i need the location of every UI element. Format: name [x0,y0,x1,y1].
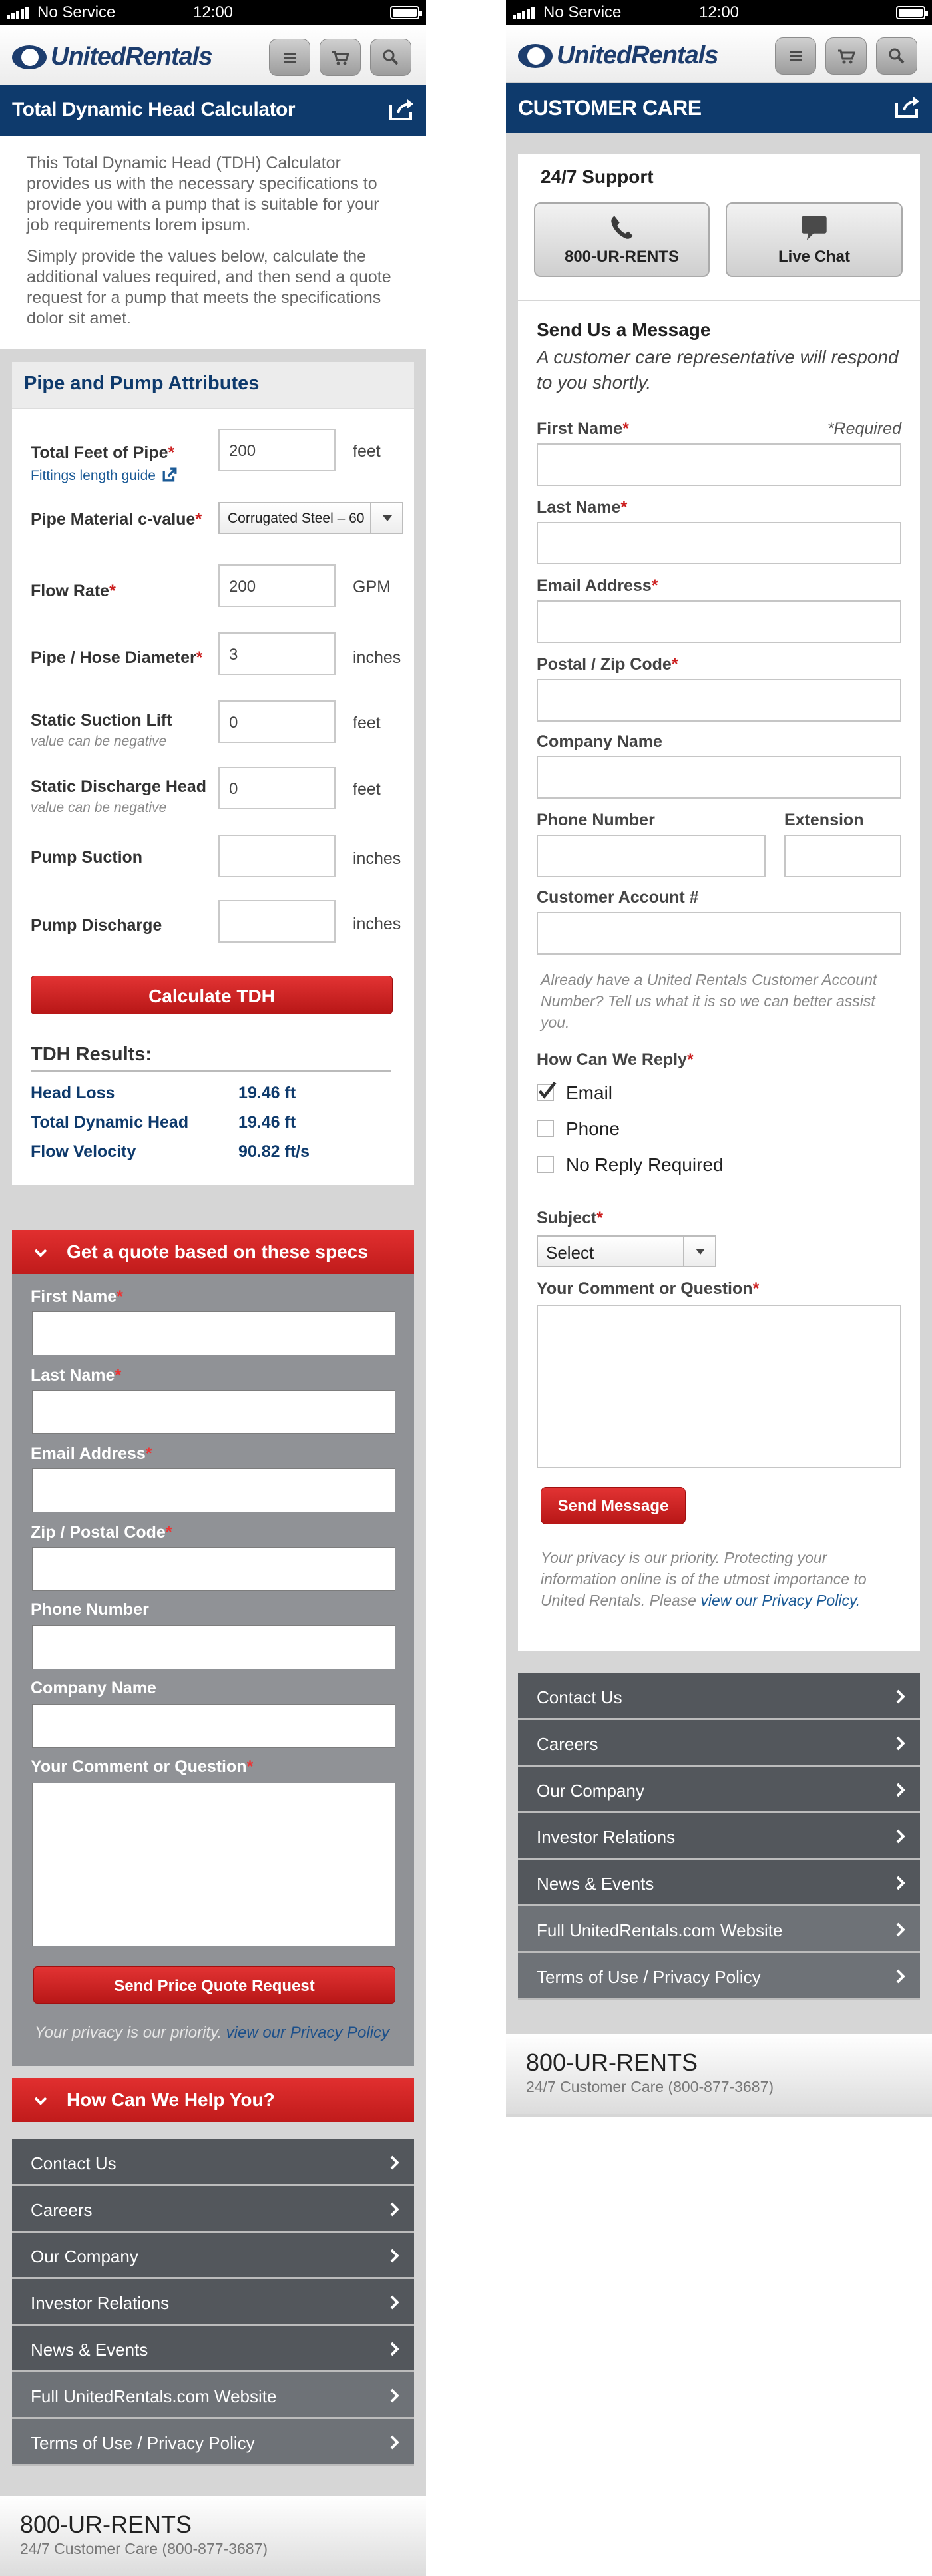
reply-email-label: Email [566,1082,613,1103]
message-privacy-note: Your privacy is our priority. Protecting your information online is of the utmost importance to United Rentals. Please view our Privacy Policy. [541,1549,867,1609]
carrier-label: No Service [37,3,116,21]
menu-icon [280,47,300,67]
discharge-head-input[interactable]: 0 [218,767,336,809]
chevron-down-icon [33,1245,48,1260]
phone-input[interactable] [537,835,766,877]
head-loss-label: Head Loss [31,1084,115,1102]
chevron-right-icon [896,1829,905,1844]
account-note: Already have a United Rentals Customer Account Number? Tell us what it is so we can better assist you. [541,971,877,1031]
pump-discharge-unit: inches [353,915,401,933]
send-price-quote-button[interactable]: Send Price Quote Request [33,1966,395,2004]
last-name-label: Last Name* [537,498,628,517]
suction-lift-note: value can be negative [31,734,167,749]
quote-company-input[interactable] [32,1704,395,1748]
email-input[interactable] [537,600,901,643]
reply-phone-label: Phone [566,1118,620,1139]
logo-wordmark: UnitedRentals [51,43,212,71]
chevron-right-icon [896,1783,905,1797]
app-header [506,25,932,83]
calculator-intro [0,136,426,349]
results-divider [31,1070,391,1072]
postal-input[interactable] [537,679,901,722]
chevron-right-icon [896,1876,905,1890]
nav-news-events[interactable]: News & Events [12,2326,414,2372]
quote-first-name-label: First Name* [31,1287,123,1306]
pump-suction-label: Pump Suction [31,848,143,867]
account-input[interactable] [537,912,901,955]
suction-lift-input[interactable]: 0 [218,700,336,743]
quote-last-name-label: Last Name* [31,1366,122,1385]
customer-care-screen [506,0,932,2117]
subject-label: Subject* [537,1209,604,1227]
nav-our-company[interactable]: Our Company [12,2233,414,2279]
flow-velocity-label: Flow Velocity [31,1142,136,1161]
search-icon [381,47,401,67]
nav-terms-privacy[interactable]: Terms of Use / Privacy Policy [12,2419,414,2466]
cart-button[interactable] [320,39,361,76]
message-privacy-link[interactable]: view our Privacy Policy. [700,1592,861,1609]
message-heading: Send Us a Message [537,320,711,340]
help-accordion-title: How Can We Help You? [67,2089,275,2110]
chevron-right-icon [390,2155,399,2170]
tdh-calculator-screen [0,0,426,2576]
nav-contact-us[interactable]: Contact Us [518,1673,920,1720]
share-icon[interactable] [389,97,415,121]
carrier-label: No Service [543,3,622,21]
last-name-input[interactable] [537,522,901,564]
chevron-right-icon [896,1736,905,1751]
total-dynamic-head-label: Total Dynamic Head [31,1113,189,1132]
quote-accordion-title: Get a quote based on these specs [67,1241,368,1262]
chevron-right-icon [390,2249,399,2263]
total-feet-label: Total Feet of Pipe* [31,443,175,462]
message-subheading: A customer care representative will respond to you shortly. [537,347,899,393]
live-chat-button[interactable] [726,202,903,277]
logo-wordmark: UnitedRentals [557,41,718,69]
nav-our-company[interactable]: Our Company [518,1767,920,1813]
menu-button[interactable] [775,37,816,75]
company-input[interactable] [537,756,901,799]
call-button-label: 800-UR-RENTS [564,248,680,266]
attributes-heading: Pipe and Pump Attributes [12,362,414,409]
right-footer [506,2034,932,2114]
discharge-head-label: Static Discharge Head [31,777,206,796]
quote-comment-textarea[interactable] [32,1783,395,1946]
search-button[interactable] [876,37,917,75]
chevron-right-icon [390,2342,399,2356]
pipe-pump-attributes-card [12,362,414,1185]
pump-suction-input[interactable] [218,835,336,877]
pump-discharge-label: Pump Discharge [31,916,162,935]
quote-zip-input[interactable] [32,1547,395,1591]
page-title-bar [0,85,426,136]
search-button[interactable] [370,39,411,76]
cart-icon [330,47,350,67]
nav-investor-relations[interactable]: Investor Relations [12,2279,414,2326]
chevron-down-icon [370,503,402,533]
chevron-right-icon [896,1969,905,1984]
suction-lift-label: Static Suction Lift [31,711,172,730]
pipe-material-label: Pipe Material c-value* [31,510,202,529]
footer-care-line: 24/7 Customer Care (800-877-3687) [20,2540,268,2557]
battery-icon [390,6,419,19]
quote-comment-label: Your Comment or Question* [31,1757,254,1776]
logo-mark-icon [518,44,553,68]
no-reply-label: No Reply Required [566,1154,724,1175]
page-title: Total Dynamic Head Calculator [12,99,296,120]
support-card [518,154,920,300]
quote-phone-label: Phone Number [31,1600,149,1619]
quote-privacy-link[interactable]: view our Privacy Policy [226,2024,390,2041]
reply-phone-checkbox[interactable] [537,1120,554,1137]
pipe-diameter-unit: inches [353,648,401,667]
phone-icon [607,213,636,242]
share-icon[interactable] [895,95,921,118]
quote-phone-input[interactable] [32,1625,395,1669]
nav-careers[interactable]: Careers [12,2186,414,2233]
chevron-right-icon [390,2388,399,2403]
page-title: CUSTOMER CARE [518,96,702,120]
suction-lift-unit: feet [353,714,381,732]
comment-label: Your Comment or Question* [537,1279,760,1298]
nav-contact-us[interactable]: Contact Us [12,2139,414,2186]
logo-mark-icon [12,45,47,69]
chevron-right-icon [896,1922,905,1937]
message-form-card [518,301,920,1651]
footer-phone[interactable]: 800-UR-RENTS [20,2511,192,2538]
clock: 12:00 [192,3,234,21]
no-reply-checkbox[interactable] [537,1156,554,1173]
total-feet-unit: feet [353,442,381,461]
subject-value: Select [546,1243,594,1263]
quote-email-label: Email Address* [31,1444,152,1463]
status-bar [506,0,932,25]
quote-accordion-header[interactable] [12,1230,414,1274]
flow-rate-unit: GPM [353,578,391,596]
search-icon [887,46,907,66]
left-footer [0,2496,426,2576]
chevron-right-icon [390,2202,399,2217]
quote-zip-label: Zip / Postal Code* [31,1523,172,1542]
chevron-down-icon [683,1237,715,1266]
chevron-right-icon [390,2435,399,2450]
phone-label: Phone Number [537,811,655,829]
clock: 12:00 [698,3,740,21]
united-rentals-logo[interactable] [518,41,718,70]
total-dynamic-head-value: 19.46 ft [238,1113,296,1132]
discharge-head-note: value can be negative [31,800,167,815]
company-label: Company Name [537,732,662,751]
nav-news-events[interactable]: News & Events [518,1860,920,1906]
total-feet-input[interactable]: 200 [218,429,336,471]
intro-paragraph-2: Simply provide the values below, calculate the additional values required, and then send a quote request for a pump that meets the specifications dolor sit amet. [27,247,391,327]
flow-rate-input[interactable]: 200 [218,564,336,607]
quote-email-input[interactable] [32,1468,395,1512]
discharge-head-unit: feet [353,780,381,799]
send-message-button[interactable]: Send Message [541,1487,686,1524]
status-bar [0,0,426,25]
calculate-tdh-button[interactable]: Calculate TDH [31,976,393,1014]
menu-icon [786,46,806,66]
account-label: Customer Account # [537,888,699,907]
tdh-results-heading: TDH Results: [31,1044,152,1065]
quote-last-name-input[interactable] [32,1390,395,1434]
flow-rate-label: Flow Rate* [31,582,116,600]
menu-button[interactable] [269,39,310,76]
pipe-diameter-label: Pipe / Hose Diameter* [31,648,203,667]
subject-select[interactable] [537,1235,716,1267]
app-header [0,25,426,85]
right-nav-list [518,1673,920,2000]
first-name-input[interactable] [537,443,901,486]
extension-label: Extension [784,811,864,829]
pipe-diameter-input[interactable]: 3 [218,632,336,675]
footer-care-line: 24/7 Customer Care (800-877-3687) [526,2078,774,2095]
head-loss-value: 19.46 ft [238,1084,296,1102]
pump-discharge-input[interactable] [218,900,336,943]
pump-suction-unit: inches [353,849,401,868]
quote-company-label: Company Name [31,1679,156,1697]
nav-terms-privacy[interactable]: Terms of Use / Privacy Policy [518,1953,920,2000]
cart-icon [836,46,856,66]
external-link-icon [162,467,177,482]
reply-email-checkbox[interactable] [537,1084,554,1101]
support-heading: 24/7 Support [541,166,654,187]
pipe-material-value: Corrugated Steel – 60 [228,511,365,526]
united-rentals-logo[interactable] [12,43,212,71]
chevron-down-icon [33,2093,48,2108]
nav-full-website[interactable]: Full UnitedRentals.com Website [518,1906,920,1953]
left-nav-list [12,2139,414,2466]
postal-label: Postal / Zip Code* [537,655,678,674]
page-title-bar [506,83,932,133]
comment-textarea[interactable] [537,1305,901,1468]
footer-phone[interactable]: 800-UR-RENTS [526,2049,698,2076]
nav-full-website[interactable]: Full UnitedRentals.com Website [12,2372,414,2419]
quote-form [12,1274,414,2066]
quote-privacy-note: Your privacy is our priority. view our Privacy Policy [35,2024,390,2041]
fittings-length-link[interactable]: Fittings length guide [31,467,177,484]
cart-button[interactable] [825,37,867,75]
nav-careers[interactable]: Careers [518,1720,920,1767]
reply-heading: How Can We Reply* [537,1050,694,1069]
extension-input[interactable] [784,835,901,877]
chevron-right-icon [896,1689,905,1704]
required-note: *Required [827,419,901,438]
email-label: Email Address* [537,576,658,595]
chat-icon [798,213,830,242]
nav-investor-relations[interactable]: Investor Relations [518,1813,920,1860]
pipe-material-select[interactable] [218,502,403,534]
help-accordion-header[interactable] [12,2078,414,2122]
intro-paragraph-1: This Total Dynamic Head (TDH) Calculator provides us with the necessary specifications to provide you with a pump that is suitable for your job requirements lorem ipsum. [27,154,379,234]
chevron-right-icon [390,2295,399,2310]
first-name-label: First Name* [537,419,629,438]
checkbox-checked-icon [537,1081,557,1101]
call-button[interactable] [534,202,710,277]
flow-velocity-value: 90.82 ft/s [238,1142,310,1161]
live-chat-label: Live Chat [778,248,851,266]
quote-first-name-input[interactable] [32,1311,395,1355]
battery-icon [896,6,925,19]
